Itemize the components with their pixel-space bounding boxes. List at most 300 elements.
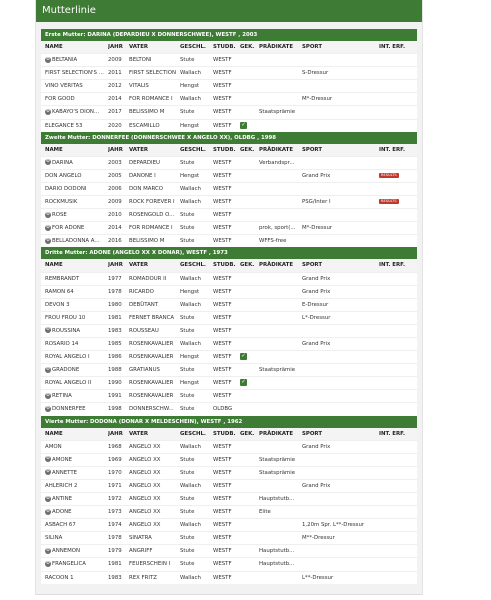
cell-jahr: 2009	[108, 199, 122, 206]
cell-int-erfolge	[379, 119, 417, 132]
table-row[interactable]	[41, 285, 417, 298]
cell-vater: DEBÜTANT	[129, 301, 159, 308]
cell-int-erfolge	[379, 558, 417, 571]
cell-gekoert	[240, 196, 259, 209]
cell-jahr: 1979	[108, 548, 122, 555]
column-header: GEK.	[240, 430, 255, 437]
cell-geschl: Stute	[180, 496, 195, 502]
cell-jahr: 2005	[108, 172, 122, 179]
table-row[interactable]	[41, 403, 417, 416]
column-header: GESCHL.	[180, 146, 206, 153]
column-header: PRÄDIKATE	[259, 430, 294, 437]
cell-gekoert	[240, 80, 259, 93]
cell-gekoert	[240, 403, 259, 416]
table-row[interactable]	[41, 196, 417, 209]
cell-praedikate	[259, 182, 302, 195]
pedigree-icon[interactable]: ⚙	[45, 366, 51, 372]
horse-name[interactable]: DON ANGELO	[45, 172, 82, 179]
column-header: STUDB.	[213, 146, 236, 153]
cell-geschl: Stute	[180, 406, 195, 413]
table-row[interactable]	[41, 440, 417, 453]
cell-gekoert	[240, 545, 259, 558]
cell-vater: ROSENKAVALIER	[129, 340, 174, 347]
cell-studb: OLDBG	[213, 406, 233, 413]
cell-vater: ROUSSEAU	[129, 327, 159, 334]
table-row[interactable]	[41, 453, 417, 466]
column-header: GESCHL.	[180, 44, 206, 50]
cell-praedikate: prok, sport(...	[259, 225, 296, 232]
cell-sport: 1,20m Spr. L**-Dressur	[302, 522, 365, 529]
cell-geschl: Wallach	[180, 482, 201, 489]
cell-jahr: 1974	[108, 522, 122, 529]
table-header-row	[41, 428, 417, 441]
cell-int-erfolge	[379, 453, 417, 466]
pedigree-icon[interactable]: ⚙	[45, 560, 51, 566]
cell-jahr: 1973	[108, 509, 122, 516]
table-header-row	[41, 41, 417, 54]
cell-int-erfolge	[379, 403, 417, 416]
cell-name	[41, 571, 108, 584]
horse-name[interactable]: VINO VERITAS	[45, 83, 83, 90]
panel-title: Mutterlinie	[36, 0, 422, 22]
cell-geschl: Stute	[180, 314, 195, 321]
column-header: NAME	[45, 44, 63, 50]
table-row[interactable]	[41, 532, 417, 545]
horse-name[interactable]: ROSE	[52, 212, 67, 219]
table-row[interactable]	[41, 364, 417, 377]
cell-sport: E-Dressur	[302, 301, 329, 308]
results-badge[interactable]: RESULTS	[381, 199, 397, 204]
cell-studb: WESTF	[213, 548, 232, 555]
horse-name[interactable]: ANNEMON	[52, 548, 81, 555]
cell-praedikate	[259, 93, 302, 106]
horse-name[interactable]: AHLERICH 2	[45, 482, 78, 489]
cell-geschl: Wallach	[180, 96, 201, 103]
cell-int-erfolge	[379, 196, 417, 209]
cell-sport: Grand Prix	[302, 340, 331, 347]
cell-geschl: Stute	[180, 456, 195, 463]
cell-geschl: Hengst	[180, 83, 200, 90]
pedigree-icon[interactable]: ⚙	[45, 469, 51, 475]
pedigree-icon[interactable]: ⚙	[45, 547, 51, 553]
cell-praedikate	[259, 571, 302, 584]
horse-name[interactable]: DEVON 3	[45, 301, 70, 308]
cell-gekoert	[240, 182, 259, 195]
cell-int-erfolge	[379, 106, 417, 119]
cell-studb: WESTF	[213, 561, 232, 568]
pedigree-icon[interactable]: ⚙	[45, 392, 51, 398]
cell-int-erfolge	[379, 80, 417, 93]
cell-gekoert	[240, 479, 259, 492]
cell-studb: WESTF	[213, 509, 232, 516]
cell-name	[41, 466, 108, 479]
cell-name	[41, 80, 108, 93]
pedigree-icon[interactable]: ⚙	[45, 508, 51, 514]
offspring-table	[41, 144, 417, 248]
table-row[interactable]	[41, 337, 417, 350]
horse-name[interactable]: FROU FROU 10	[45, 314, 86, 321]
horse-name[interactable]: BELTANIA	[52, 57, 78, 64]
pedigree-icon[interactable]: ⚙	[45, 159, 51, 165]
table-row[interactable]	[41, 571, 417, 584]
horse-name[interactable]: ROYAL ANGELO I	[45, 354, 90, 361]
cell-int-erfolge	[379, 506, 417, 519]
horse-name[interactable]: FRANGELICA	[52, 561, 86, 568]
horse-name[interactable]: KABAYO'S DION...	[52, 109, 100, 116]
cell-praedikate	[259, 54, 302, 67]
cell-geschl: Stute	[180, 393, 195, 400]
cell-studb: WESTF	[213, 238, 232, 245]
cell-vater: ANGELO XX	[129, 509, 161, 516]
column-header: INT. ERF.	[379, 44, 406, 50]
cell-name	[41, 479, 108, 492]
cell-jahr: 2006	[108, 185, 122, 192]
column-header: SPORT	[302, 146, 323, 153]
results-badge[interactable]: RESULTS	[381, 172, 397, 177]
table-row[interactable]	[41, 235, 417, 248]
cell-vater: DEPARDIEU	[129, 159, 160, 166]
table-row[interactable]	[41, 493, 417, 506]
column-header: VATER	[129, 44, 149, 50]
cell-sport	[302, 235, 379, 248]
cell-jahr: 1977	[108, 275, 122, 282]
cell-gekoert	[240, 67, 259, 80]
table-row[interactable]	[41, 182, 417, 195]
cell-vater: ANGELO XX	[129, 456, 161, 463]
horse-name[interactable]: FIRST SELECTION'S ...	[45, 70, 104, 77]
cell-name	[41, 54, 108, 67]
column-header: JAHR	[108, 262, 123, 269]
cell-studb: WESTF	[213, 535, 232, 542]
cell-jahr: 2012	[108, 83, 122, 90]
cell-vater: ANGELO XX	[129, 522, 161, 529]
cell-sport	[302, 506, 379, 519]
section-heading[interactable]: Vierte Mutter: DODONA (DONAR X MELDESCHEIN), WESTF , 1962	[41, 416, 417, 428]
column-header: JAHR	[108, 146, 123, 153]
cell-jahr: 2020	[108, 122, 122, 129]
table-row[interactable]	[41, 311, 417, 324]
horse-name[interactable]: AMONE	[52, 456, 73, 463]
cell-jahr: 1978	[108, 288, 122, 295]
cell-name	[41, 93, 108, 106]
cell-vater: BELISSIMO M	[129, 238, 165, 245]
cell-sport: Grand Prix	[302, 172, 331, 179]
cell-geschl: Stute	[180, 57, 195, 64]
column-header: STUDB.	[213, 44, 236, 50]
cell-sport	[302, 156, 379, 169]
cell-gekoert	[240, 169, 259, 182]
table-row[interactable]	[41, 298, 417, 311]
cell-vater: VITALIS	[129, 83, 149, 90]
cell-gekoert	[240, 377, 259, 390]
column-header: GESCHL.	[180, 262, 206, 269]
table-row[interactable]	[41, 545, 417, 558]
table-row[interactable]	[41, 466, 417, 479]
cell-jahr: 1980	[108, 301, 122, 308]
cell-vater: ANGELO XX	[129, 496, 161, 502]
table-row[interactable]	[41, 377, 417, 390]
horse-name[interactable]: RACOON 1	[45, 574, 74, 581]
cell-vater: SINATRA	[129, 535, 152, 542]
cell-studb: WESTF	[213, 314, 232, 321]
cell-geschl: Stute	[180, 225, 195, 232]
cell-praedikate: Staatsprämie	[259, 109, 296, 116]
cell-sport: PSG/Inter I	[302, 199, 331, 206]
horse-name[interactable]: GRADONE	[52, 367, 80, 374]
table-row[interactable]	[41, 156, 417, 169]
cell-vater: BELTONI	[129, 57, 152, 64]
cell-sport	[302, 54, 379, 67]
cell-praedikate	[259, 285, 302, 298]
cell-studb: WESTF	[213, 57, 232, 64]
cell-sport: L**-Dressur	[302, 574, 334, 581]
cell-int-erfolge	[379, 235, 417, 248]
column-header: VATER	[129, 146, 149, 153]
cell-gekoert	[240, 519, 259, 532]
pedigree-icon[interactable]: ⚙	[45, 237, 51, 243]
horse-name[interactable]: ROYAL ANGELO II	[45, 380, 92, 387]
section-heading[interactable]: Erste Mutter: DARINA (DEPARDIEU X DONNERSCHWEE), WESTF , 2003	[41, 29, 417, 41]
cell-name	[41, 272, 108, 285]
checkmark-icon: ✓	[241, 379, 246, 386]
horse-name[interactable]: REMBRANDT	[45, 275, 80, 282]
table-row[interactable]	[41, 324, 417, 337]
cell-gekoert	[240, 390, 259, 403]
cell-geschl: Wallach	[180, 199, 201, 206]
column-header: INT. ERF.	[379, 262, 406, 269]
horse-name[interactable]: BELLADONNA A...	[52, 238, 100, 245]
cell-jahr: 1983	[108, 327, 122, 334]
cell-jahr: 1983	[108, 574, 122, 581]
cell-vater: RICARDO	[129, 288, 154, 295]
cell-praedikate	[259, 272, 302, 285]
horse-name[interactable]: ANNETTE	[52, 469, 78, 476]
cell-vater: FIRST SELECTION	[129, 70, 177, 77]
horse-name[interactable]: FOR GOOD	[45, 96, 75, 103]
cell-gekoert	[240, 209, 259, 222]
cell-praedikate	[259, 196, 302, 209]
table-row[interactable]	[41, 222, 417, 235]
section-heading[interactable]: Dritte Mutter: ADONE (ANGELO XX X DONAR), WESTF , 1973	[41, 247, 417, 259]
offspring-table	[41, 428, 417, 584]
cell-int-erfolge	[379, 285, 417, 298]
cell-studb: WESTF	[213, 393, 232, 400]
cell-jahr: 1991	[108, 393, 122, 400]
cell-int-erfolge	[379, 298, 417, 311]
pedigree-icon[interactable]: ⚙	[45, 224, 51, 230]
cell-vater: ANGRIFF	[129, 548, 153, 555]
cell-sport: M*-Dressur	[302, 96, 333, 103]
horse-name[interactable]: AMON	[45, 443, 62, 450]
horse-name[interactable]: DARIO DODONI	[45, 185, 87, 192]
table-header-row	[41, 259, 417, 272]
cell-geschl: Wallach	[180, 522, 201, 529]
cell-int-erfolge	[379, 532, 417, 545]
cell-jahr: 2016	[108, 238, 122, 245]
cell-praedikate	[259, 519, 302, 532]
cell-name	[41, 519, 108, 532]
cell-name	[41, 453, 108, 466]
horse-name[interactable]: ANTINE	[52, 496, 73, 502]
pedigree-icon[interactable]: ⚙	[45, 405, 51, 411]
cell-jahr: 1981	[108, 314, 122, 321]
cell-name	[41, 351, 108, 364]
horse-name[interactable]: ROCKMUSIK	[45, 199, 78, 206]
cell-vater: ROCK FOREVER I	[129, 199, 175, 206]
cell-int-erfolge	[379, 209, 417, 222]
cell-gekoert	[240, 466, 259, 479]
cell-gekoert	[240, 222, 259, 235]
cell-praedikate: Hauptstutb...	[259, 496, 295, 502]
horse-name[interactable]: RAMON 64	[45, 288, 74, 295]
cell-name	[41, 169, 108, 182]
cell-geschl: Wallach	[180, 443, 201, 450]
mother-section	[41, 247, 417, 415]
cell-jahr: 1972	[108, 496, 122, 502]
cell-sport	[302, 453, 379, 466]
checkmark-icon: ✓	[241, 353, 246, 360]
column-header: SPORT	[302, 430, 323, 437]
table-row[interactable]	[41, 169, 417, 182]
section-heading[interactable]: Zweite Mutter: DONNERFEE (DONNERSCHWEE X ANGELO XX), OLDBG , 1998	[41, 132, 417, 144]
cell-geschl: Hengst	[180, 288, 200, 295]
cell-praedikate: Elite	[259, 509, 271, 516]
cell-int-erfolge	[379, 364, 417, 377]
cell-vater: DONNERSCHW...	[129, 406, 174, 413]
cell-sport: Grand Prix	[302, 275, 331, 282]
cell-jahr: 1986	[108, 354, 122, 361]
cell-name	[41, 196, 108, 209]
cell-name	[41, 545, 108, 558]
cell-geschl: Wallach	[180, 574, 201, 581]
horse-name[interactable]: FOR ADONE	[52, 225, 85, 232]
table-row[interactable]	[41, 67, 417, 80]
cell-gekoert	[240, 311, 259, 324]
table-row[interactable]	[41, 390, 417, 403]
horse-name[interactable]: ROSARIO 14	[45, 340, 79, 347]
cell-praedikate: Hauptstutb...	[259, 548, 295, 555]
cell-geschl: Wallach	[180, 340, 201, 347]
column-header: PRÄDIKATE	[259, 146, 294, 153]
cell-praedikate	[259, 532, 302, 545]
cell-studb: WESTF	[213, 340, 232, 347]
table-row[interactable]	[41, 519, 417, 532]
horse-name[interactable]: ROUSSINA	[52, 327, 81, 334]
cell-vater: FOR ROMANCE I	[129, 225, 173, 232]
cell-studb: WESTF	[213, 574, 232, 581]
cell-vater: REX FRITZ	[129, 574, 157, 581]
cell-int-erfolge	[379, 545, 417, 558]
table-row[interactable]	[41, 119, 417, 132]
table-row[interactable]	[41, 209, 417, 222]
cell-gekoert	[240, 156, 259, 169]
horse-name[interactable]: RETINA	[52, 393, 72, 400]
mother-section	[41, 132, 417, 248]
cell-name	[41, 377, 108, 390]
column-header: STUDB.	[213, 430, 236, 437]
cell-geschl: Wallach	[180, 70, 201, 77]
table-row[interactable]	[41, 272, 417, 285]
cell-praedikate	[259, 403, 302, 416]
horse-name[interactable]: ASBACH 67	[45, 522, 76, 529]
cell-name	[41, 311, 108, 324]
table-row[interactable]	[41, 351, 417, 364]
pedigree-icon[interactable]: ⚙	[45, 327, 51, 333]
table-row[interactable]	[41, 54, 417, 67]
cell-geschl: Stute	[180, 367, 195, 374]
horse-name[interactable]: ADONE	[52, 509, 72, 516]
cell-jahr: 1988	[108, 367, 122, 374]
cell-studb: WESTF	[213, 469, 232, 476]
cell-name	[41, 337, 108, 350]
cell-int-erfolge	[379, 519, 417, 532]
horse-name[interactable]: ELEGANCE 53	[45, 122, 83, 129]
cell-sport: S-Dressur	[302, 70, 329, 77]
horse-name[interactable]: DARINA	[52, 159, 73, 166]
pedigree-icon[interactable]: ⚙	[45, 56, 51, 62]
cell-studb: WESTF	[213, 456, 232, 463]
table-row[interactable]	[41, 93, 417, 106]
cell-int-erfolge	[379, 54, 417, 67]
cell-sport	[302, 119, 379, 132]
pedigree-icon[interactable]: ⚙	[45, 211, 51, 217]
cell-praedikate	[259, 324, 302, 337]
cell-studb: WESTF	[213, 496, 232, 502]
cell-vater: ANGELO XX	[129, 469, 161, 476]
checkmark-icon: ✓	[241, 121, 246, 128]
cell-geschl: Hengst	[180, 354, 200, 361]
table-row[interactable]	[41, 479, 417, 492]
column-header: INT. ERF.	[379, 430, 406, 437]
mutterlinie-panel	[35, 0, 423, 595]
cell-vater: ESCAMILLO	[129, 122, 160, 129]
cell-name	[41, 182, 108, 195]
cell-gekoert	[240, 506, 259, 519]
cell-name	[41, 390, 108, 403]
cell-jahr: 1969	[108, 456, 122, 463]
table-row[interactable]	[41, 506, 417, 519]
cell-jahr: 1968	[108, 443, 122, 450]
cell-praedikate: Staatsprämie	[259, 367, 296, 374]
table-row[interactable]	[41, 80, 417, 93]
cell-praedikate	[259, 67, 302, 80]
table-row[interactable]	[41, 106, 417, 119]
table-row[interactable]	[41, 558, 417, 571]
pedigree-icon[interactable]: ⚙	[45, 456, 51, 462]
cell-name	[41, 298, 108, 311]
cell-praedikate	[259, 377, 302, 390]
cell-vater: DANONE I	[129, 172, 156, 179]
horse-name[interactable]: DONNERFEE	[52, 406, 86, 413]
pedigree-icon[interactable]: ⚙	[45, 108, 51, 114]
cell-int-erfolge	[379, 156, 417, 169]
cell-jahr: 1971	[108, 482, 122, 489]
column-header: SPORT	[302, 44, 323, 50]
horse-name[interactable]: SILINA	[45, 535, 63, 542]
cell-vater: ANGELO XX	[129, 482, 161, 489]
cell-vater: DON MARCO	[129, 185, 163, 192]
cell-int-erfolge	[379, 479, 417, 492]
cell-studb: WESTF	[213, 199, 232, 206]
cell-name	[41, 324, 108, 337]
cell-name	[41, 440, 108, 453]
cell-studb: WESTF	[213, 185, 232, 192]
cell-jahr: 2009	[108, 57, 122, 64]
pedigree-icon[interactable]: ⚙	[45, 495, 51, 501]
cell-geschl: Wallach	[180, 301, 201, 308]
cell-int-erfolge	[379, 377, 417, 390]
cell-studb: WESTF	[213, 301, 232, 308]
